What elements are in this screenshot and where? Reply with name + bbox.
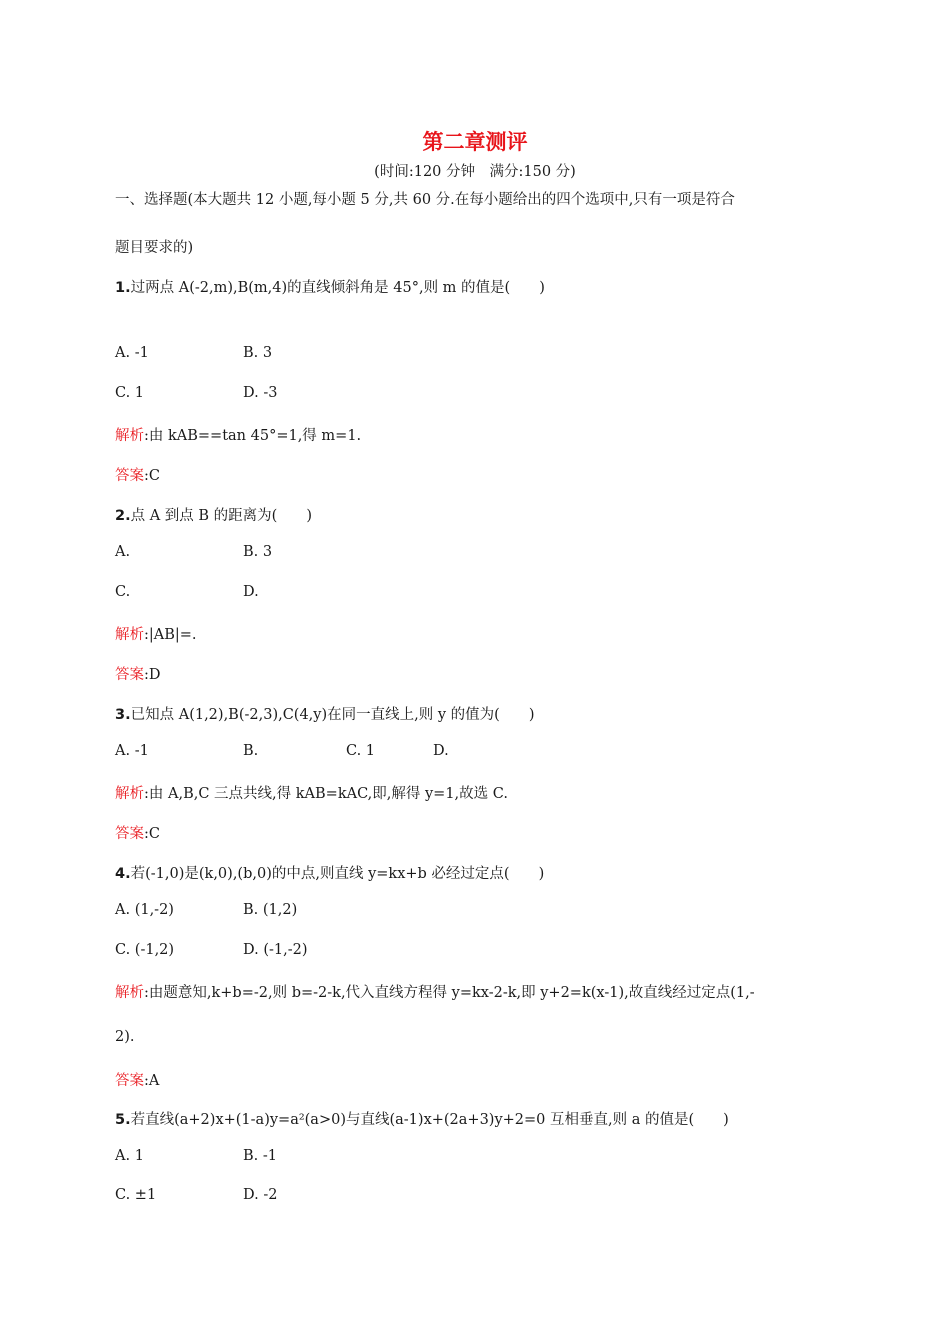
question-number: 4. <box>115 866 131 882</box>
q5-option-d: D. -2 <box>243 1187 278 1203</box>
q1-analysis: 解析:由 kAB==tan 45°=1,得 m=1. <box>115 428 362 444</box>
answer-label: 答案 <box>115 667 144 683</box>
q3-option-d: D. <box>433 743 449 759</box>
q1-answer: 答案:C <box>115 468 160 484</box>
section-heading-line2: 题目要求的) <box>115 240 194 256</box>
q4-analysis-line2: 2). <box>115 1029 135 1045</box>
q3-analysis: 解析:由 A,B,C 三点共线,得 kAB=kAC,即,解得 y=1,故选 C. <box>115 786 508 802</box>
question-1 <box>115 276 545 297</box>
answer-label: 答案 <box>115 468 144 484</box>
q2-answer: 答案:D <box>115 667 161 683</box>
analysis-label: 解析 <box>115 428 144 444</box>
page-title: 第二章测评 <box>422 130 528 154</box>
question-3 <box>115 703 534 724</box>
q4-option-a: A. (1,-2) <box>115 902 174 918</box>
question-stem: 已知点 A(1,2),B(-2,3),C(4,y)在同一直线上,则 y 的值为( ) <box>130 707 535 723</box>
q2-analysis: 解析:|AB|=. <box>115 627 197 643</box>
q2-option-b: B. 3 <box>243 544 273 560</box>
question-2 <box>115 504 312 525</box>
question-number: 3. <box>115 707 131 723</box>
question-number: 5. <box>115 1112 131 1128</box>
answer-label: 答案 <box>115 826 144 842</box>
question-stem: 过两点 A(-2,m),B(m,4)的直线倾斜角是 45°,则 m 的值是( ) <box>130 280 545 296</box>
question-stem: 点 A 到点 B 的距离为( ) <box>130 508 312 524</box>
question-stem: 若直线(a+2)x+(1-a)y=a²(a>0)与直线(a-1)x+(2a+3)y+2=0 互相垂直,则 a 的值是( ) <box>130 1112 729 1128</box>
question-5 <box>115 1108 729 1129</box>
q2-option-d: D. <box>243 584 259 600</box>
q5-option-b: B. -1 <box>243 1148 277 1164</box>
answer-label: 答案 <box>115 1073 144 1089</box>
q3-option-c: C. 1 <box>346 743 376 759</box>
q3-option-a: A. -1 <box>115 743 149 759</box>
q5-option-c: C. ±1 <box>115 1187 157 1203</box>
exam-info: (时间:120 分钟 满分:150 分) <box>374 164 576 180</box>
analysis-label: 解析 <box>115 627 144 643</box>
q1-option-d: D. -3 <box>243 385 278 401</box>
q1-option-b: B. 3 <box>243 345 273 361</box>
q5-option-a: A. 1 <box>115 1148 144 1164</box>
q4-analysis-line1: 解析:由题意知,k+b=-2,则 b=-2-k,代入直线方程得 y=kx-2-k,即 y+2=k(x-1),故直线经过定点(1,- <box>115 985 755 1001</box>
q4-option-b: B. (1,2) <box>243 902 298 918</box>
q3-option-b: B. <box>243 743 259 759</box>
question-4 <box>115 862 544 883</box>
q3-answer: 答案:C <box>115 826 160 842</box>
q4-option-c: C. (-1,2) <box>115 942 175 958</box>
question-stem: 若(-1,0)是(k,0),(b,0)的中点,则直线 y=kx+b 必经过定点( ) <box>130 866 545 882</box>
q2-option-c: C. <box>115 584 131 600</box>
section-heading-line1: 一、选择题(本大题共 12 小题,每小题 5 分,共 60 分.在每小题给出的四个选项中,只有一项是符合 <box>115 192 735 208</box>
q4-option-d: D. (-1,-2) <box>243 942 308 958</box>
q1-option-c: C. 1 <box>115 385 145 401</box>
q1-option-a: A. -1 <box>115 345 149 361</box>
question-number: 1. <box>115 280 131 296</box>
question-number: 2. <box>115 508 131 524</box>
analysis-label: 解析 <box>115 985 144 1001</box>
analysis-label: 解析 <box>115 786 144 802</box>
q2-option-a: A. <box>115 544 131 560</box>
q4-answer: 答案:A <box>115 1073 160 1089</box>
